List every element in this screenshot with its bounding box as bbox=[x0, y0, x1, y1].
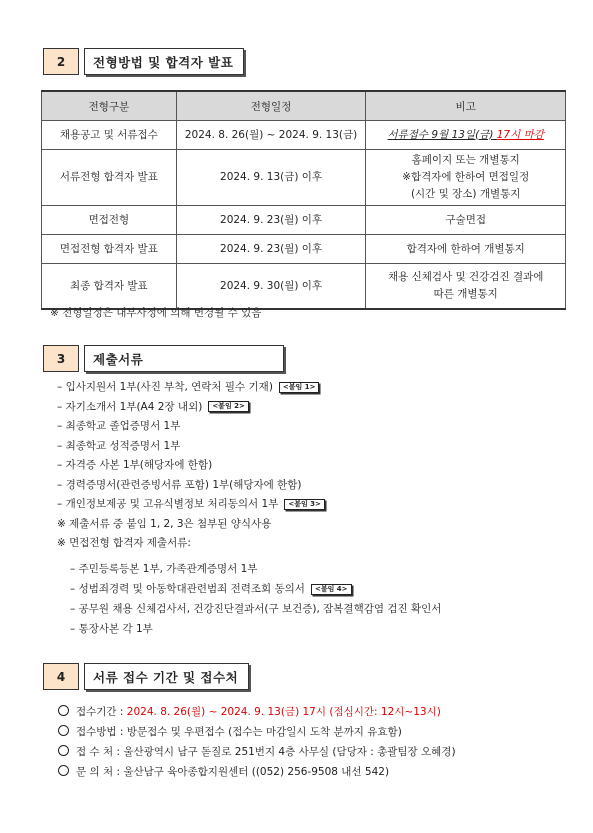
table-row bbox=[42, 206, 566, 235]
info-value: 방문접수 및 우편접수 (접수는 마감일시 도착 분까지 유효함) bbox=[126, 726, 402, 738]
submission-info-list bbox=[58, 702, 456, 782]
document-list bbox=[57, 378, 325, 554]
table-row bbox=[42, 235, 566, 264]
item-text: ※ 면접전형 합격자 제출서류: bbox=[57, 537, 191, 549]
item-text: – 개인정보제공 및 고유식별정보 처리동의서 1부 bbox=[57, 498, 279, 510]
note-line: ※합격자에 한하여 면접일정 bbox=[402, 171, 530, 183]
note-line: 따른 개별통지 bbox=[433, 288, 498, 300]
attachment-badge: <붙임 4> bbox=[311, 584, 352, 595]
list-item bbox=[57, 515, 325, 535]
info-value: 2024. 8. 26(월) ~ 2024. 9. 13(금) 17시 (점심시간: 12시~13시) bbox=[126, 706, 441, 718]
section-number: 2 bbox=[43, 48, 79, 75]
info-label: 문 의 처 : bbox=[76, 766, 124, 778]
item-text: – 자격증 사본 1부(해당자에 한함) bbox=[57, 459, 213, 471]
list-item bbox=[57, 476, 325, 496]
section-title: 서류 접수 기간 및 접수처 bbox=[84, 663, 249, 690]
cell-category: 최종 합격자 발표 bbox=[42, 264, 177, 310]
schedule-table bbox=[41, 90, 566, 310]
list-item bbox=[57, 534, 325, 554]
item-text: – 입사지원서 1부(사진 부착, 연락처 필수 기재) bbox=[57, 381, 273, 393]
circle-bullet-icon bbox=[58, 725, 69, 736]
section-2-header bbox=[43, 48, 244, 75]
deadline-time: 17시 마감 bbox=[496, 128, 544, 141]
table-row bbox=[42, 264, 566, 310]
list-item bbox=[57, 456, 325, 476]
section-title: 제출서류 bbox=[84, 345, 284, 372]
cell-schedule: 2024. 9. 13(금) 이후 bbox=[176, 150, 366, 206]
section-number: 3 bbox=[43, 345, 79, 372]
note-line: 홈페이지 또는 개별통지 bbox=[411, 154, 520, 166]
cell-schedule: 2024. 8. 26(월) ~ 2024. 9. 13(금) bbox=[176, 121, 366, 150]
note-line: 채용 신체검사 및 건강검진 결과에 bbox=[388, 271, 544, 283]
list-item bbox=[58, 762, 456, 782]
item-text: – 최종학교 졸업증명서 1부 bbox=[57, 420, 181, 432]
list-item bbox=[70, 599, 441, 619]
item-text: – 성범죄경력 및 아동학대관련범죄 전력조회 동의서 bbox=[70, 583, 305, 595]
cell-schedule: 2024. 9. 23(월) 이후 bbox=[176, 235, 366, 264]
circle-bullet-icon bbox=[58, 745, 69, 756]
list-item bbox=[58, 702, 456, 722]
list-item bbox=[57, 378, 325, 398]
item-text: – 통장사본 각 1부 bbox=[70, 623, 153, 635]
list-item bbox=[57, 417, 325, 437]
header-category: 전형구분 bbox=[42, 91, 177, 121]
list-item bbox=[57, 437, 325, 457]
attachment-badge: <붙임 1> bbox=[279, 382, 320, 393]
attachment-badge: <붙임 2> bbox=[208, 401, 249, 412]
table-row bbox=[42, 150, 566, 206]
cell-note: 합격자에 한하여 개별통지 bbox=[366, 235, 566, 264]
info-label: 접 수 처 : bbox=[76, 746, 124, 758]
list-item bbox=[70, 559, 441, 579]
info-value: 울산광역시 남구 돋질로 251번지 4층 사무실 (담당자 : 총괄팀장 오혜경) bbox=[123, 746, 456, 758]
list-item bbox=[70, 579, 441, 599]
item-text: ※ 제출서류 중 붙임 1, 2, 3은 첨부된 양식사용 bbox=[57, 517, 272, 530]
cell-category: 채용공고 및 서류접수 bbox=[42, 121, 177, 150]
header-note: 비고 bbox=[366, 91, 566, 121]
section-4-header bbox=[43, 663, 249, 690]
cell-category: 면접전형 bbox=[42, 206, 177, 235]
list-item bbox=[58, 722, 456, 742]
list-item bbox=[57, 398, 325, 418]
info-value: 울산남구 육아종합지원센터 ((052) 256-9508 내선 542) bbox=[123, 766, 390, 778]
schedule-footnote: ※ 전형일정은 내부사정에 의해 변경될 수 있음 bbox=[50, 307, 262, 319]
list-item bbox=[57, 495, 325, 515]
cell-note: 구술면접 bbox=[366, 206, 566, 235]
item-text: – 경력증명서(관련증빙서류 포함) 1부(해당자에 한함) bbox=[57, 478, 302, 491]
cell-category: 면접전형 합격자 발표 bbox=[42, 235, 177, 264]
info-label: 접수기간 : bbox=[76, 706, 127, 718]
table-row bbox=[42, 121, 566, 150]
cell-note bbox=[366, 121, 566, 150]
cell-category: 서류전형 합격자 발표 bbox=[42, 150, 177, 206]
interview-document-list bbox=[70, 559, 441, 639]
note-line: (시간 및 장소) 개별통지 bbox=[410, 188, 521, 200]
header-schedule: 전형일정 bbox=[176, 91, 366, 121]
section-3-header bbox=[43, 345, 284, 372]
cell-schedule: 2024. 9. 23(월) 이후 bbox=[176, 206, 366, 235]
section-title: 전형방법 및 합격자 발표 bbox=[84, 48, 244, 75]
section-number: 4 bbox=[43, 663, 79, 690]
info-label: 접수방법 : bbox=[76, 726, 127, 738]
circle-bullet-icon bbox=[58, 705, 69, 716]
cell-schedule: 2024. 9. 30(월) 이후 bbox=[176, 264, 366, 310]
deadline-date: 서류접수 9월 13일(금) bbox=[387, 128, 497, 141]
item-text: – 자기소개서 1부(A4 2장 내외) bbox=[57, 400, 203, 413]
circle-bullet-icon bbox=[58, 765, 69, 776]
cell-note bbox=[366, 264, 566, 310]
cell-note bbox=[366, 150, 566, 206]
item-text: – 주민등록등본 1부, 가족관계증명서 1부 bbox=[70, 563, 258, 575]
list-item bbox=[70, 619, 441, 639]
list-item bbox=[58, 742, 456, 762]
attachment-badge: <붙임 3> bbox=[284, 499, 325, 510]
item-text: – 최종학교 성적증명서 1부 bbox=[57, 439, 181, 452]
item-text: – 공무원 채용 신체검사서, 건강진단결과서(구 보건증), 잠복결핵감염 검진 확인서 bbox=[70, 603, 442, 615]
